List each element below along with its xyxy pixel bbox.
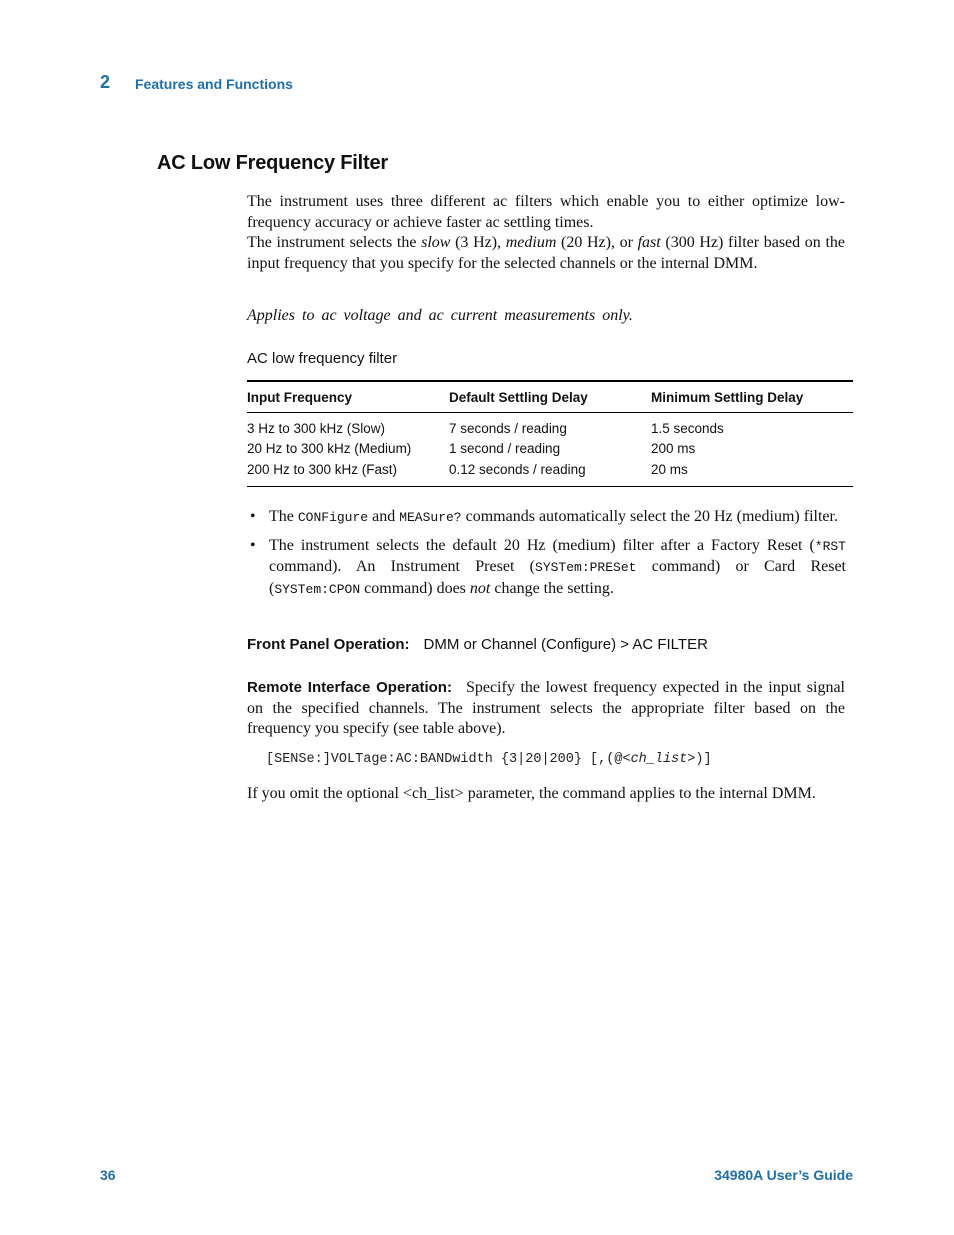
intro-paragraph-2 bbox=[247, 233, 845, 274]
table-body bbox=[247, 413, 853, 486]
bullet-item bbox=[247, 536, 846, 601]
table-row bbox=[247, 459, 853, 480]
b2-emphasis-not: not bbox=[469, 579, 491, 597]
b1-text-1: The bbox=[269, 508, 298, 525]
p2-fast: fast bbox=[637, 234, 661, 251]
table-cell: 20 Hz to 300 kHz (Medium) bbox=[247, 441, 412, 457]
table-cell: 0.12 seconds / reading bbox=[449, 461, 586, 477]
b1-code-configure: CONFigure bbox=[297, 510, 369, 525]
table-cell: 1 second / reading bbox=[449, 441, 561, 457]
syntax-part-a: [SENSe:]VOLTage:AC:BANDwidth {3|20|200} [,(@< bbox=[266, 752, 631, 767]
header-input-frequency: Input Frequency bbox=[247, 389, 353, 405]
table-header-row bbox=[247, 382, 853, 413]
table-row bbox=[247, 418, 853, 439]
b2-code-preset: SYSTem:PRESet bbox=[535, 560, 637, 575]
table-cell: 1.5 seconds bbox=[651, 420, 724, 436]
b2-text-5: change the setting. bbox=[490, 579, 614, 597]
table-row bbox=[247, 439, 853, 460]
table-cell: 7 seconds / reading bbox=[449, 420, 567, 436]
chapter-title: Features and Functions bbox=[135, 76, 293, 92]
table-cell: 200 ms bbox=[651, 441, 696, 457]
guide-title: 34980A User’s Guide bbox=[714, 1167, 853, 1183]
header-minimum-delay: Minimum Settling Delay bbox=[651, 389, 804, 405]
section-title: AC Low Frequency Filter bbox=[157, 152, 388, 174]
remote-text: Specify the lowest frequency expected in the input signal on the specified channels. The instrument selects the appropriate filter based on the frequency you specify (see table above). bbox=[247, 679, 845, 737]
page-number: 36 bbox=[100, 1167, 116, 1183]
b2-text-3: command) or Card Reset ( bbox=[269, 558, 846, 597]
b1-text-3: commands automatically select the 20 Hz (medium) filter. bbox=[461, 508, 838, 525]
table-cell: 200 Hz to 300 kHz (Fast) bbox=[247, 461, 398, 477]
table-cell: 20 ms bbox=[651, 461, 688, 477]
p2-text-d: (300 Hz) filter based on the input frequency that you specify for the selected channels or the internal DMM. bbox=[247, 234, 846, 272]
b1-code-measure: MEASure? bbox=[399, 510, 462, 525]
bullet-list bbox=[247, 507, 846, 607]
remote-interface-operation bbox=[247, 678, 845, 740]
b2-text-4: command) does bbox=[360, 579, 470, 597]
p2-text-a: The instrument selects the bbox=[247, 234, 422, 251]
table-cell: 3 Hz to 300 kHz (Slow) bbox=[247, 420, 386, 436]
front-panel-value: DMM or Channel (Configure) > AC FILTER bbox=[423, 636, 708, 653]
b1-text-2: and bbox=[368, 508, 400, 525]
b2-code-rst: *RST bbox=[814, 538, 846, 554]
table-caption: AC low frequency filter bbox=[247, 350, 398, 367]
p2-text-b: (3 Hz), bbox=[450, 234, 506, 251]
closing-paragraph: If you omit the optional <ch_list> parameter, the command applies to the internal DMM. bbox=[247, 785, 816, 802]
command-syntax bbox=[266, 752, 712, 767]
front-panel-label: Front Panel Operation: bbox=[247, 636, 410, 653]
p2-medium: medium bbox=[505, 234, 557, 251]
p2-text-c: (20 Hz), or bbox=[556, 234, 638, 251]
applies-note: Applies to ac voltage and ac current measurements only. bbox=[247, 307, 633, 324]
bullet-dot-icon: • bbox=[250, 536, 256, 554]
syntax-ch-list: ch_list bbox=[630, 752, 688, 767]
front-panel-operation bbox=[247, 636, 708, 654]
b2-text-2: command). An Instrument Preset ( bbox=[269, 558, 536, 575]
header-default-delay: Default Settling Delay bbox=[449, 389, 588, 405]
p2-slow: slow bbox=[421, 234, 451, 251]
b2-code-cpon: SYSTem:CPON bbox=[274, 581, 361, 597]
bullet-dot-icon: • bbox=[250, 508, 256, 525]
syntax-part-b: >)] bbox=[687, 752, 712, 767]
intro-paragraph-1: The instrument uses three different ac filters which enable you to either optimize low-frequency accuracy or achieve faster ac settling times. bbox=[247, 193, 845, 231]
chapter-number: 2 bbox=[100, 72, 111, 92]
remote-label: Remote Interface Operation: bbox=[247, 679, 452, 696]
bullet-item bbox=[247, 507, 846, 529]
b2-text-1: The instrument selects the default 20 Hz (medium) filter after a Factory Reset ( bbox=[269, 536, 815, 554]
filter-table bbox=[247, 380, 853, 487]
